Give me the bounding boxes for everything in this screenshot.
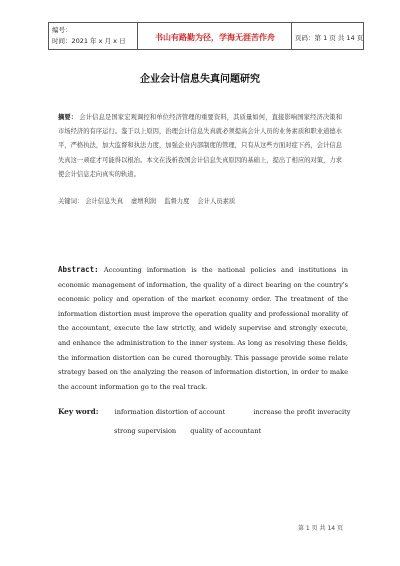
keywords-english-line2 <box>114 427 261 435</box>
abstract-en-text: Accounting information is the national policies and institutions in economic management of information, the quality of a direct bearing on the country's economic policy and operation of the market economy order. The treatment of the information distortion must improve the operation quality and professional morality of the accountant, execute the law strictly, and widely supervise and strongly execute, and enhance the administration to the inner system. As long as resolving these fields, the information distortion can be cured thoroughly. This passage provide some relate strategy based on the analyzing the reason of information distortion, in order to make the account information go to the real track. <box>58 266 348 391</box>
abstract-english <box>58 263 348 394</box>
header-page-info: 页码：第 1 页 共 14 页 <box>295 34 364 42</box>
abstract-en-label: Abstract: <box>58 265 99 274</box>
keyword-en: increase the profit inveracity <box>253 408 351 416</box>
keywords-en-label: Key word: <box>58 407 99 416</box>
keyword-en: strong supervision <box>114 427 177 435</box>
keyword-cn: 监督力度 <box>164 198 190 205</box>
keyword-cn: 会计人员素质 <box>197 198 236 205</box>
keyword-en: quality of accountant <box>190 427 262 435</box>
abstract-cn-text: 会计信息是国家宏观调控和单位经济管理的重要资料，其质量如何，直接影响国家经济决策和市场经济的有序运行。鉴于以上原因，治理会计信息失真就必须提高会计人员的业务素质和职业道德水平，严格执法，加大监督和执法力度，加强企业内部制度的管理，只有从这些方面对症下药，会计信息失真这一顽症才可能得以根治。本文在浅析我国会计信息失真原因的基础上，提出了相应的对策，力求使会计信息走向真实的轨道。 <box>58 114 343 178</box>
page-footer: 第 1 页 共 14 页 <box>298 525 343 532</box>
keyword-cn: 虚增利润 <box>131 198 157 205</box>
time-label: 时间：2021 年 x 月 x 日 <box>52 37 126 45</box>
keywords-cn-label: 关键词： <box>58 198 84 205</box>
header-divider <box>137 23 138 49</box>
keyword-cn: 会计信息失真 <box>85 198 123 205</box>
document-title: 企业会计信息失真问题研究 <box>140 74 260 85</box>
header-motto: 书山有路勤为径，学海无涯苦作舟 <box>155 33 275 42</box>
page-header <box>48 22 364 50</box>
header-left <box>52 25 126 47</box>
keywords-chinese <box>58 196 342 205</box>
number-label: 编号： <box>52 26 72 34</box>
abstract-chinese <box>58 111 342 182</box>
abstract-cn-label: 摘要： <box>58 114 78 121</box>
header-divider <box>291 23 292 49</box>
keyword-en: information distortion of account <box>114 408 226 416</box>
keywords-english <box>58 407 358 416</box>
